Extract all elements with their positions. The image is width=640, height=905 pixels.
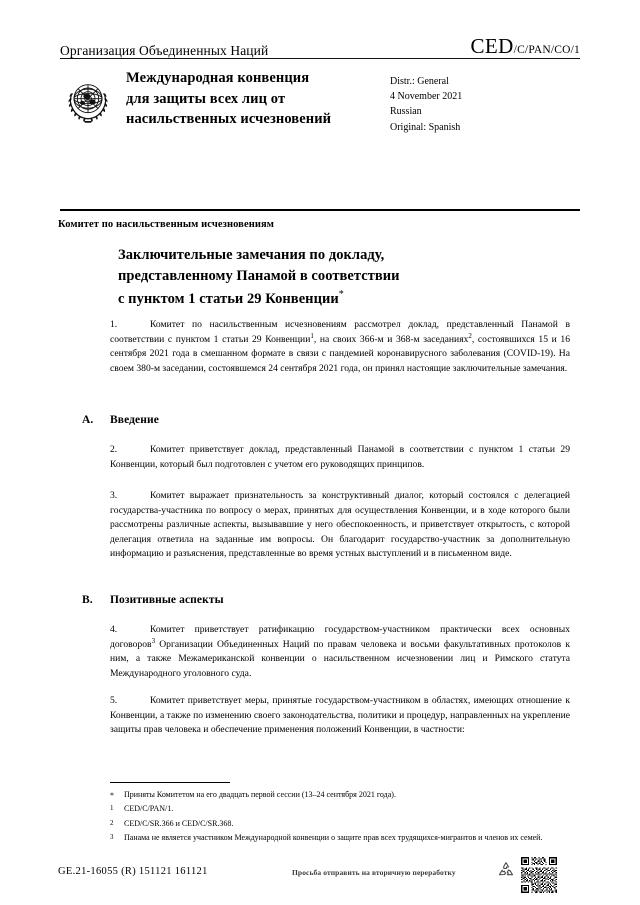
document-symbol xyxy=(470,34,580,59)
footnote-text: Панама не является участником Международной конвенции о защите прав всех трудящихся-мигрантов и членов их семей. xyxy=(124,833,543,843)
paragraph-number: 3. xyxy=(110,490,118,501)
distribution-date: 4 November 2021 xyxy=(390,91,463,103)
page-title xyxy=(118,245,498,310)
section-heading-b xyxy=(82,594,224,606)
convention-title-line-2: для защиты всех лиц от xyxy=(126,90,286,107)
footnote-text: CED/C/PAN/1. xyxy=(124,804,174,814)
footnote-ref-2: 2 xyxy=(468,331,472,340)
paragraph-4: 4. Комитет приветствует ратификацию государством-участником практически всех основных договоров$^3$ Организации Объединенных Наций по правам человека и восьми факультативных протоколов к ним, а также Межамериканской конвенции о насильственном исчезновении лиц и Римского статута Международного уголовного суда. xyxy=(110,624,570,679)
footer-document-code: GE.21-16055 (R) 151121 161121 xyxy=(58,866,208,877)
paragraph-3: 3. Комитет выражает признательность за конструктивный диалог, который состоялся с делегацией государства-участника по вопросу о мерах, принятых для осуществления Конвенции, и в ходе которого были рассмотрены различные аспекты, вызывавшие у него обеспокоенность, и приветствует открытость, с которой делегация ответила на заданные им вопросы. Он благодарит государство-участник за дополнительную информацию и разъяснения, представленные во время устных выступлений и в письменном виде. xyxy=(110,490,570,560)
paragraph-number: 5. xyxy=(110,695,118,706)
un-emblem-icon xyxy=(60,74,116,130)
section-heading-a xyxy=(82,414,159,426)
masthead xyxy=(60,34,580,59)
organization-name: Организация Объединенных Наций xyxy=(60,43,269,58)
footnote-item xyxy=(110,818,560,831)
convention-title-line-3: насильственных исчезновений xyxy=(126,111,332,128)
paragraph-number: 4. xyxy=(110,624,118,635)
paragraph-1: 1. Комитет по насильственным исчезновениям рассмотрел доклад, представленный Панамой в соответствии с пунктом 1 статьи 29 Конвенции$^1$, на своих 366-м и 368-м заседаниях$^2$, состоявшихся 15 и 16 сентября 2021 года в смешанном формате в связи с пандемией коронавирусного заболевания (COVID-19). На своем 380-м заседании, состоявшемся 24 сентября 2021 года, он принял настоящие заключительные замечания. xyxy=(110,319,570,374)
section-letter: B. xyxy=(82,594,93,606)
document-symbol-main: CED xyxy=(470,34,514,58)
masthead-divider xyxy=(60,58,580,59)
title-band xyxy=(60,68,580,148)
page-title-line-3: с пунктом 1 статьи 29 Конвенции* xyxy=(118,288,344,307)
distribution-original: Original: Spanish xyxy=(390,121,461,133)
section-label: Позитивные аспекты xyxy=(110,594,224,606)
footnote-marker: 1 xyxy=(110,804,114,813)
distribution-block xyxy=(390,74,580,135)
paragraph-number: 2. xyxy=(110,444,118,455)
footnote-marker: * xyxy=(110,791,114,800)
footnote-item xyxy=(110,832,560,845)
document-symbol-sub: /C/PAN/CO/1 xyxy=(513,44,580,56)
page-title-line-1: Заключительные замечания по докладу, xyxy=(118,247,385,263)
footnote-ref-3: 3 xyxy=(151,636,156,645)
footer-recycle-text: Просьба отправить на вторичную переработку xyxy=(292,868,456,877)
qr-code-icon xyxy=(520,856,558,894)
convention-title-line-1: Международная конвенция xyxy=(126,70,310,86)
footnote-item xyxy=(110,789,560,802)
footnote-item xyxy=(110,803,560,816)
footnote-text: CED/C/SR.366 и CED/C/SR.368. xyxy=(124,818,234,828)
distribution-type: Distr.: General xyxy=(390,76,449,87)
footnote-ref-1: 1 xyxy=(310,331,314,340)
footnote-marker: 3 xyxy=(110,833,114,842)
header-body-divider xyxy=(60,209,580,211)
page-title-line-2: представленному Панамой в соответствии xyxy=(118,268,400,285)
convention-title xyxy=(126,68,386,130)
distribution-language: Russian xyxy=(390,106,422,118)
section-letter: A. xyxy=(82,414,94,426)
section-label: Введение xyxy=(110,414,159,426)
footnote-text: Приняты Комитетом на его двадцать первой сессии (13–24 сентября 2021 года). xyxy=(124,790,396,799)
paragraph-2: 2. Комитет приветствует доклад, представленный Панамой в соответствии с пунктом 1 статьи 29 Конвенции, который был подготовлен с учетом его руководящих принципов. xyxy=(110,444,570,470)
footnote-marker: 2 xyxy=(110,818,114,827)
recycle-icon xyxy=(496,860,516,880)
footnote-separator xyxy=(110,782,230,783)
committee-name: Комитет по насильственным исчезновениям xyxy=(58,219,275,230)
paragraph-5: 5. Комитет приветствует меры, принятые государством-участником в областях, имеющих отношение к Конвенции, а также по изменению своего законодательства, политики и процедур, направленных на укрепление защиты прав человека и обеспечение применения положений Конвенции, в частности: xyxy=(110,695,570,736)
title-footnote-marker: * xyxy=(338,288,344,300)
paragraph-number: 1. xyxy=(110,319,118,330)
footnote-list xyxy=(110,789,560,847)
